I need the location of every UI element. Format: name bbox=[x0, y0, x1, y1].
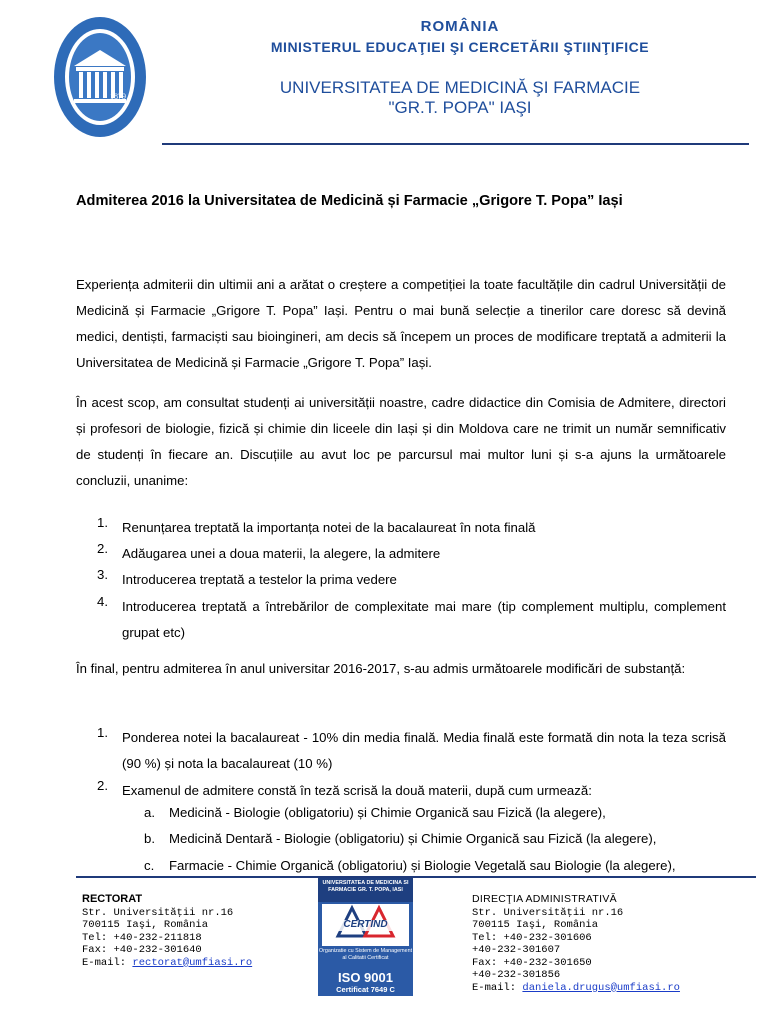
paragraph-final: În final, pentru admiterea în anul universitar 2016-2017, s-au admis următoarele modificări de substanță: bbox=[76, 661, 686, 676]
list-item-text: Renunțarea treptată la importanța notei de la bacalaureat în nota finală bbox=[122, 520, 536, 535]
directia-title: DIRECŢIA ADMINISTRATIVĂ bbox=[472, 893, 617, 905]
list-item-number: 4. bbox=[97, 594, 108, 609]
sub-list-label: a. bbox=[144, 805, 155, 820]
rectorat-address: Str. Universităţii nr.16 bbox=[82, 906, 234, 919]
rectorat-contact bbox=[82, 893, 252, 969]
list-item-text: Ponderea notei la bacalaureat - 10% din media finală. Media finală este formată din nota la teza scrisă (90 %) și nota la bacalaureat (10 %) bbox=[122, 730, 726, 771]
directia-fax: Fax: +40-232-301650 bbox=[472, 956, 592, 969]
rectorat-city: 700115 Iaşi, România bbox=[82, 919, 209, 931]
sub-list-text: Medicină - Biologie (obligatoriu) și Chimie Organică sau Fizică (la alegere), bbox=[169, 805, 606, 820]
header-country: ROMÂNIA bbox=[420, 18, 500, 35]
list-item-text: Introducerea treptată a întrebărilor de complexitate mai mare (tip complement multiplu, complement grupat etc) bbox=[122, 599, 726, 640]
rectorat-email-link[interactable]: rectorat@umfiasi.ro bbox=[132, 956, 253, 969]
list-item-text: Examenul de admitere constă în teză scrisă la două materii, după cum urmează: bbox=[122, 783, 592, 798]
certificate-number: Certificat 7649 C bbox=[336, 985, 395, 994]
rectorat-email-row bbox=[82, 957, 252, 970]
directia-email-row bbox=[472, 982, 680, 995]
logo-year: 1879 bbox=[110, 92, 126, 101]
directia-phone-2: +40-232-301607 bbox=[472, 944, 561, 956]
list-item-text: Introducerea treptată a testelor la prima vedere bbox=[122, 572, 397, 587]
directia-city: 700115 Iaşi, România bbox=[472, 919, 599, 931]
rectorat-phone: Tel: +40-232-211818 bbox=[82, 931, 202, 944]
sub-list-text: Farmacie - Chimie Organică (obligatoriu) și Biologie Vegetală sau Biologie (la alegere), bbox=[169, 858, 676, 873]
rectorat-email-label: E-mail: bbox=[82, 956, 127, 969]
document-title: Admiterea 2016 la Universitatea de Medicină și Farmacie „Grigore T. Popa” Iași bbox=[76, 193, 623, 209]
directia-email-link[interactable]: daniela.drugus@umfiasi.ro bbox=[522, 981, 680, 994]
directia-email-label: E-mail: bbox=[472, 981, 517, 994]
header-ministry: MINISTERUL EDUCAŢIEI ŞI CERCETĂRII ŞTIINŢIFICE bbox=[270, 39, 650, 55]
certind-logo bbox=[322, 904, 409, 946]
sub-list-label: b. bbox=[144, 831, 155, 846]
directia-address: Str. Universităţii nr.16 bbox=[472, 906, 624, 919]
university-logo bbox=[52, 14, 148, 140]
directia-phone: Tel: +40-232-301606 bbox=[472, 931, 592, 944]
iso-certificate-badge bbox=[318, 878, 413, 996]
list-item-number: 2. bbox=[97, 778, 108, 793]
certificate-caption: Organizatie cu Sistem de Management al Calitatii Certificat bbox=[318, 948, 413, 961]
footer-divider bbox=[76, 876, 756, 878]
list-item-number: 2. bbox=[97, 541, 108, 556]
header-divider bbox=[162, 143, 749, 145]
paragraph-consultation: În acest scop, am consultat studenți ai universității noastre, cadre didactice din Comisia de Admitere, directori și profesori de biologie, fizică și chimie din liceele din Iași și din Moldova care ne trimit un număr semnificativ de studenți în fiecare an. Discuțiile au avut loc pe parcursul mai multor luni și s-a ajuns la următoarele concluzii, unanime: bbox=[76, 395, 726, 488]
certind-brand: CERTIND bbox=[343, 919, 388, 930]
certificate-standard: ISO 9001 bbox=[338, 970, 393, 985]
rectorat-fax: Fax: +40-232-301640 bbox=[82, 944, 202, 956]
list-item-number: 1. bbox=[97, 725, 108, 740]
header-university-city: "GR.T. POPA" IAŞI bbox=[388, 98, 532, 117]
paragraph-intro: Experiența admiterii din ultimii ani a arătat o creștere a competiției la toate facultățile din cadrul Universității de Medicină și Farmacie „Grigore T. Popa” Iași. Pentru o mai bună selecție a tinerilor care doresc să devină medici, dentiști, farmaciști sau bioingineri, am decis să începem un proces de modificare treptată a admiterii la Universitatea de Medicină și Farmacie „Grigore T. Popa” Iași. bbox=[76, 277, 726, 370]
sub-list-label: c. bbox=[144, 858, 155, 873]
directia-fax-2: +40-232-301856 bbox=[472, 969, 561, 981]
header-university-name: UNIVERSITATEA DE MEDICINĂ ŞI FARMACIE bbox=[279, 78, 641, 97]
list-item-number: 1. bbox=[97, 515, 108, 530]
list-item-number: 3. bbox=[97, 567, 108, 582]
certificate-header: UNIVERSITATEA DE MEDICINA SI FARMACIE GR. T. POPA, IASI bbox=[318, 878, 413, 902]
rectorat-title: RECTORAT bbox=[82, 893, 143, 905]
sub-list-text: Medicină Dentară - Biologie (obligatoriu) și Chimie Organică sau Fizică (la alegere), bbox=[169, 831, 657, 846]
list-item-text: Adăugarea unei a doua materii, la alegere, la admitere bbox=[122, 546, 441, 561]
directia-contact bbox=[472, 893, 680, 994]
